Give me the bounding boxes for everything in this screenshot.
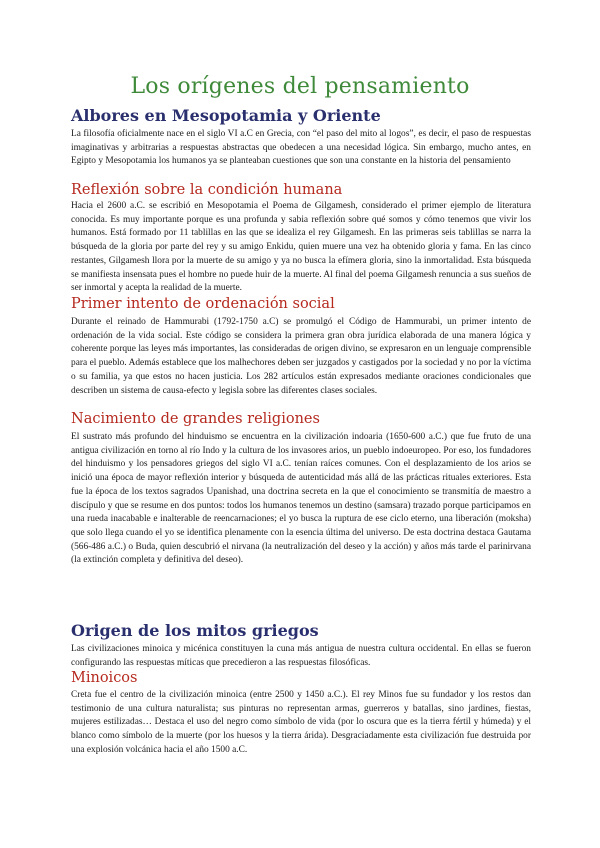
section-heading-mesopotamia: Albores en Mesopotamia y Oriente bbox=[71, 106, 381, 125]
subsection-text-religiones: El sustrato más profundo del hinduismo se encuentra en la civilización indoaria (1650-600 a.C.) que fue fruto de una antigua civilización en torno al río Indo y la cultura de los invasores arios, un pueblo indoeuropeo. Por eso, los fundadores del hinduismo y los pensadores griegos del siglo VI a.C. tenían raíces comunes. Con el desplazamiento de los arios se inició una época de mayor reflexión interior y búsqueda de autenticidad más allá de las prácticas rituales exteriores. Esta fue la época de los textos sagrados Upanishad, una doctrina secreta en la que el conocimiento se transmitía de maestro a discípulo y que se resume en dos puntos: todos los humanos tenemos un destino (samsara) trazado porque participamos en una rueda inacabable e inalterable de reencarnaciones; el yo busca la ruptura de ese ciclo eterno, una liberación (moksha) que solo llega cuando el yo se identifica plenamente con la esencia última del universo. De esta doctrina destaca Gautama (566-486 a.C.) o Buda, quien descubrió el nirvana (la neutralización del deseo y la acción) y años más tarde el parinirvana (la extinción completa y definitiva del deseo). bbox=[71, 432, 531, 566]
section-intro-mitos-griegos: Las civilizaciones minoica y micénica constituyen la cuna más antigua de nuestra cultura occidental. En ellas se fueron configurando las respuestas míticas que precedieron a las respuestas filosóficas. bbox=[71, 644, 531, 668]
page-title: Los orígenes del pensamiento bbox=[130, 74, 470, 99]
section-heading-mitos-griegos: Origen de los mitos griegos bbox=[71, 621, 319, 640]
subsection-heading-minoicos: Minoicos bbox=[71, 670, 138, 686]
subsection-heading-condicion-humana: Reflexión sobre la condición humana bbox=[71, 182, 343, 198]
subsection-heading-ordenacion-social: Primer intento de ordenación social bbox=[71, 296, 335, 312]
subsection-text-ordenacion-social: Durante el reinado de Hammurabi (1792-1750 a.C) se promulgó el Código de Hammurabi, un primer intento de ordenación de la vida social. Este código se considera la primera gran obra jurídica elaborada de una manera lógica y coherente porque las leyes más importantes, las consideradas de origen divino, se expresaron en un lenguaje comprensible para el pueblo. Además establece que los malhechores deben ser juzgados y castigados por la sociedad y no por la víctima o su familia, ya que estos no hacen justicia. Los 282 artículos están expresados mediante oraciones condicionales que describen un sistema de causa-efecto y legisla sobre las diferentes clases sociales. bbox=[71, 317, 531, 396]
subsection-text-minoicos: Creta fue el centro de la civilización minoica (entre 2500 y 1450 a.C.). El rey Minos fue su fundador y los restos dan testimonio de una cultura naturalista; sus pinturas no representan armas, guerreros y batallas, sino jardines, fiestas, mujeres estilizadas… Destaca el uso del negro como símbolo de vida (por lo oscura que es la tierra fértil y húmeda) y el blanco como símbolo de la muerte (por los huesos y la tierra árida). Desgraciadamente esta civilización fue destruida por una explosión volcánica hacia el año 1500 a.C. bbox=[71, 690, 531, 755]
section-intro-mesopotamia: La filosofía oficialmente nace en el siglo VI a.C en Grecia, con “el paso del mito al logos”, es decir, el paso de respuestas imaginativas y arbitrarias a respuestas abstractas que obedecen a una necesidad lógica. Sin embargo, mucho antes, en Egipto y Mesopotamia los humanos ya se planteaban cuestiones que son una constante en la historia del pensamiento bbox=[71, 129, 531, 167]
subsection-text-condicion-humana: Hacia el 2600 a.C. se escribió en Mesopotamia el Poema de Gilgamesh, considerado el primer ejemplo de literatura conocida. Es muy importante porque es una profunda y sabia reflexión sobre qué somos y cómo tenemos que vivir los humanos. Está formado por 11 tablillas en las que se idealiza el rey Gilgamesh. En las primeras seis tablillas se narra la búsqueda de la gloria por parte del rey y su amigo Enkidu, quien muere una vez ha obtenido gloria y fama. En las cinco restantes, Gilgamesh llora por la muerte de su amigo y ya no busca la efímera gloria, sino la inmortalidad. Esta búsqueda se manifiesta insensata pues el hombre no puede huir de la muerte. Al final del poema Gilgamesh renuncia a sus sueños de ser inmortal y acepta la realidad de la muerte. bbox=[71, 201, 531, 294]
subsection-heading-religiones: Nacimiento de grandes religiones bbox=[71, 411, 320, 427]
